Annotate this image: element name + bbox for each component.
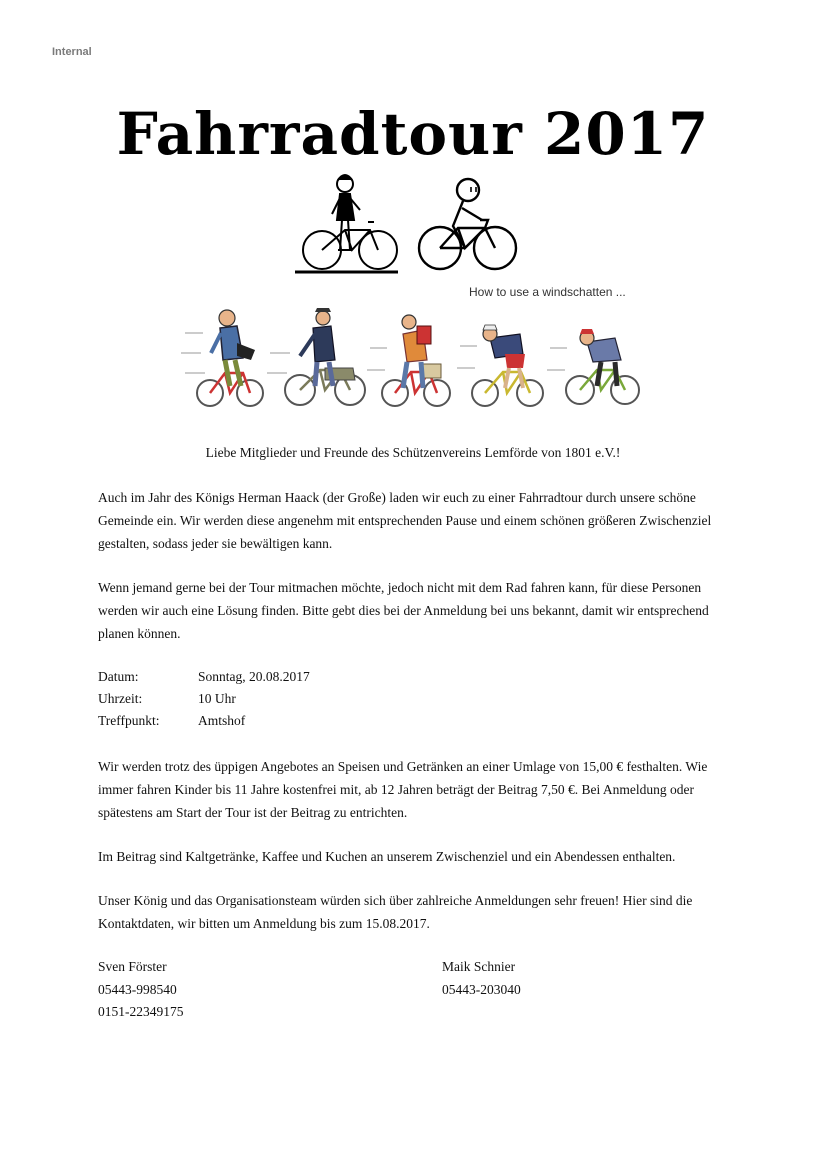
meeting-point-value: Amtshof: [198, 713, 246, 728]
meeting-point-row: [98, 713, 245, 729]
time-label: Uhrzeit:: [98, 691, 143, 706]
cyclist-icon: [181, 310, 263, 406]
contact-mobile: 0151-22349175: [98, 1004, 184, 1019]
date-row: [98, 669, 310, 685]
date-value: Sonntag, 20.08.2017: [198, 669, 310, 684]
time-value: 10 Uhr: [198, 691, 236, 706]
contact-name: Sven Förster: [98, 959, 167, 974]
cyclists-illustration: [175, 298, 655, 413]
woman-with-bicycle-icon: [295, 175, 398, 272]
intro-paragraph: Auch im Jahr des Königs Herman Haack (der Große) laden wir euch zu einer Fahrradtour durch unsere schöne Gemeinde ein. Wir werden diese angenehm mit entsprechenden Pause und einem schönen größeren Zwischenziel gestalten, sodass jeder sie bewältigen kann.: [98, 490, 712, 551]
closing-paragraph: Unser König und das Organisationsteam würden sich über zahlreiche Anmeldungen sehr freuen! Hier sind die Kontaktdaten, wir bitten um Anmeldung bis zum 15.08.2017.: [98, 893, 693, 931]
cyclist-icon: [267, 308, 365, 405]
contact-block: [98, 956, 184, 1024]
accessibility-paragraph: Wenn jemand gerne bei der Tour mitmachen möchte, jedoch nicht mit dem Rad fahren kann, für diese Personen werden wir auch eine Lösung finden. Bitte gebt dies bei der Anmeldung bei uns bekannt, damit wir entsprechend planen können.: [98, 580, 709, 641]
classification-label: Internal: [52, 46, 92, 58]
stick-figure-cyclist-icon: [419, 179, 516, 269]
contact-phone: 05443-203040: [442, 981, 521, 997]
included-paragraph: Im Beitrag sind Kaltgetränke, Kaffee und Kuchen an unserem Zwischenziel und ein Abendessen enthalten.: [98, 849, 676, 864]
cyclist-icon: [367, 315, 450, 406]
cyclist-icon: [547, 329, 639, 404]
illustration-caption: How to use a windschatten ...: [469, 285, 626, 299]
meeting-point-label: Treffpunkt:: [98, 713, 160, 728]
greeting: Liebe Mitglieder und Freunde des Schützenvereins Lemförde von 1801 e.V.!: [205, 445, 621, 460]
contact-phone: 05443-998540: [98, 981, 177, 997]
top-illustration: [290, 170, 530, 280]
contact-name: Maik Schnier: [442, 959, 516, 974]
cost-paragraph: Wir werden trotz des üppigen Angebotes an Speisen und Getränken an einer Umlage von 15,00 € festhalten. Wie immer fahren Kinder bis 11 Jahre kostenfrei mit, ab 12 Jahren beträgt der Beitrag 7,50 €. Bei Anmeldung oder spätestens am Start der Tour ist der Beitrag zu entrichten.: [98, 759, 708, 820]
cyclist-icon: [457, 325, 543, 406]
time-row: [98, 691, 236, 707]
contact-block: [442, 956, 521, 1001]
page-title: Fahrradtour 2017: [116, 100, 710, 168]
date-label: Datum:: [98, 669, 139, 684]
